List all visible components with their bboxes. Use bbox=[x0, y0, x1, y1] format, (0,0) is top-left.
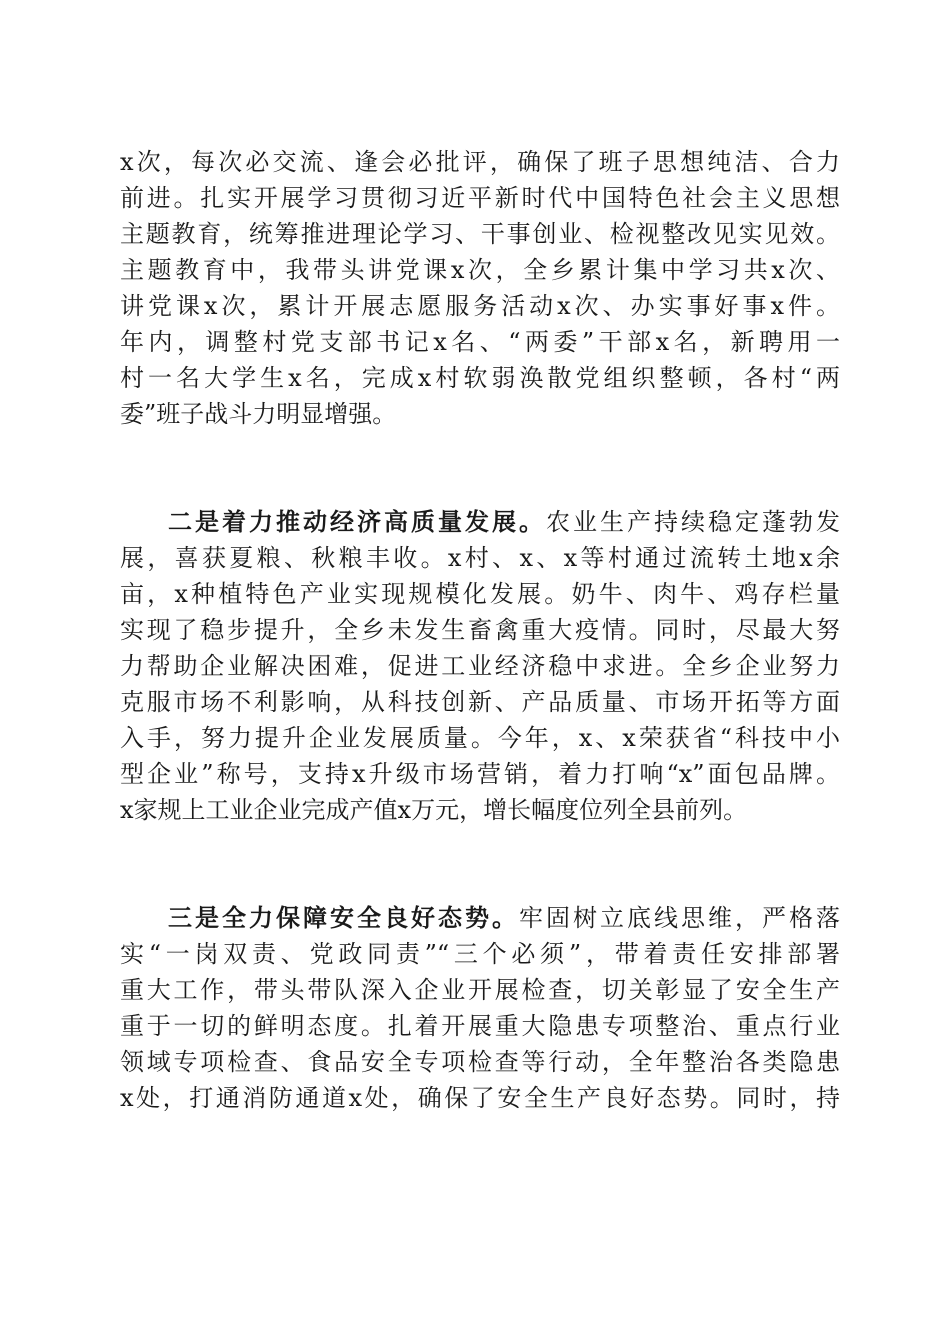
paragraph-first-line bbox=[120, 504, 840, 540]
paragraph-line: 领域专项检查、食品安全专项检查等行动，全年整治各类隐患 bbox=[120, 1048, 840, 1076]
paragraph-line: 展，喜获夏粮、秋粮丰收。x村、x、x等村通过流转土地x余 bbox=[120, 544, 840, 572]
paragraph-line: 实现了稳步提升，全乡未发生畜禽重大疫情。同时，尽最大努 bbox=[120, 616, 840, 644]
paragraph-line: 入手，努力提升企业发展质量。今年，x、x荣获省“科技中小 bbox=[120, 724, 840, 752]
paragraph-line: x家规上工业企业完成产值x万元，增长幅度位列全县前列。 bbox=[120, 796, 748, 824]
paragraph-line: 力帮助企业解决困难，促进工业经济稳中求进。全乡企业努力 bbox=[120, 652, 840, 680]
paragraph-line: 重于一切的鲜明态度。扎着开展重大隐患专项整治、重点行业 bbox=[120, 1012, 840, 1040]
paragraph-line: 型企业”称号，支持x升级市场营销，着力打响“x”面包品牌。 bbox=[120, 760, 840, 788]
paragraph-line: 讲党课x次，累计开展志愿服务活动x次、办实事好事x件。 bbox=[120, 292, 840, 320]
paragraph-first-line bbox=[120, 900, 840, 936]
paragraph-line: 年内，调整村党支部书记x名、“两委”干部x名，新聘用一 bbox=[120, 328, 840, 356]
paragraph-line: 主题教育，统筹推进理论学习、干事创业、检视整改见实见效。 bbox=[120, 220, 840, 248]
paragraph-line: 委”班子战斗力明显增强。 bbox=[120, 400, 397, 428]
paragraph-line: 前进。扎实开展学习贯彻习近平新时代中国特色社会主义思想 bbox=[120, 184, 840, 212]
paragraph-line: 重大工作，带头带队深入企业开展检查，切关彰显了安全生产 bbox=[120, 976, 840, 1004]
paragraph-first-line-text: 牢固树立底线思维，严格落 bbox=[519, 904, 840, 932]
paragraph-line: x处，打通消防通道x处，确保了安全生产良好态势。同时，持 bbox=[120, 1084, 840, 1112]
paragraph-line: 实“一岗双责、党政同责”“三个必须”，带着责任安排部署 bbox=[120, 940, 840, 968]
paragraph-line: 亩，x种植特色产业实现规模化发展。奶牛、肉牛、鸡存栏量 bbox=[120, 580, 840, 608]
paragraph-economic-development bbox=[120, 504, 840, 828]
paragraph-party-building bbox=[120, 144, 840, 432]
paragraph-safety bbox=[120, 900, 840, 1116]
paragraph-line: 克服市场不利影响，从科技创新、产品质量、市场开拓等方面 bbox=[120, 688, 840, 716]
paragraph-heading: 二是着力推动经济高质量发展。 bbox=[168, 507, 546, 536]
paragraph-line: x次，每次必交流、逢会必批评，确保了班子思想纯洁、合力 bbox=[120, 148, 840, 176]
paragraph-line: 村一名大学生x名，完成x村软弱涣散党组织整顿，各村“两 bbox=[120, 364, 840, 392]
paragraph-line: 主题教育中，我带头讲党课x次，全乡累计集中学习共x次、 bbox=[120, 256, 840, 284]
paragraph-first-line-text: 农业生产持续稳定蓬勃发 bbox=[546, 508, 840, 536]
paragraph-heading: 三是全力保障安全良好态势。 bbox=[168, 903, 519, 932]
